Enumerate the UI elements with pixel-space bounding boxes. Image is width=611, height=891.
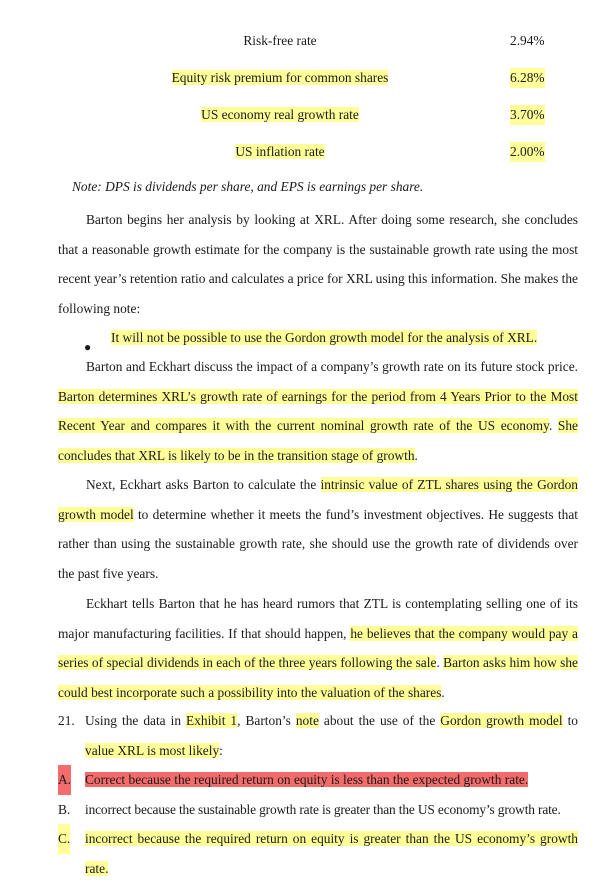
row-label: Equity risk premium for common shares	[171, 70, 389, 85]
table-row-inflation	[0, 142, 611, 162]
bullet-note: It will not be possible to use the Gordon growth model for the analysis of XRL.	[111, 330, 538, 345]
option-b[interactable]	[58, 795, 578, 825]
table-row-real-growth	[0, 105, 611, 125]
row-value: 2.94%	[510, 33, 545, 48]
table-note: Note: DPS is dividends per share, and EPS is earnings per share.	[72, 179, 424, 194]
paragraph-growth-discussion: Barton and Eckhart discuss the impact of a company’s growth rate on its future stock price. Barton determines XRL’s growth rate of earnings for the period from 4 Years Prior to the Most Recent Year and compares it with the current nominal growth rate of the US economy. She concludes that XRL is likely to be in the transition stage of growth.	[58, 359, 578, 463]
row-value: 2.00%	[510, 142, 545, 162]
option-a[interactable]	[58, 765, 578, 795]
row-label: Risk-free rate	[243, 33, 317, 48]
row-label: US inflation rate	[235, 144, 325, 159]
option-letter: B.	[58, 802, 71, 817]
option-text: incorrect because the sustainable growth rate is greater than the US economy’s growth rate.	[85, 802, 561, 817]
bullet-dot-icon: ●	[84, 340, 92, 354]
row-value: 6.28%	[510, 68, 545, 88]
option-text: Correct because the required return on equity is less than the expected growth rate.	[85, 772, 529, 787]
option-text: incorrect because the required return on equity is greater than the US economy’s growth rate.	[85, 831, 578, 876]
paragraph-analysis: Barton begins her analysis by looking at XRL. After doing some research, she concludes that a reasonable growth estimate for the company is the sustainable growth rate using the most recent year’s retention ratio and calculates a price for XRL using this information. She makes the following note:	[58, 212, 578, 316]
question-text: Using the data in Exhibit 1, Barton’s note about the use of the Gordon growth model to value XRL is most likely:	[85, 713, 578, 758]
question-21	[58, 706, 578, 765]
row-value: 3.70%	[510, 105, 545, 125]
option-letter: A.	[58, 765, 71, 795]
question-number: 21.	[58, 713, 75, 728]
row-label: US economy real growth rate	[201, 107, 359, 122]
table-row-risk-free	[0, 31, 611, 51]
table-row-equity-risk-premium	[0, 68, 611, 88]
paragraph-special-dividends: Eckhart tells Barton that he has heard rumors that ZTL is contemplating selling one of its major manufacturing facilities. If that should happen, he believes that the company would pay a series of special dividends in each of the three years following the sale. Barton asks him how she could best incorporate such a possibility into the valuation of the shares.	[58, 596, 578, 700]
option-c[interactable]	[58, 824, 578, 883]
paragraph-ztl-valuation: Next, Eckhart asks Barton to calculate the intrinsic value of ZTL shares using the Gordon growth model to determine whether it meets the fund’s investment objectives. He suggests that rather than using the sustainable growth rate, she should use the growth rate of dividends over the past five years.	[58, 477, 578, 581]
option-letter: C.	[58, 824, 70, 854]
